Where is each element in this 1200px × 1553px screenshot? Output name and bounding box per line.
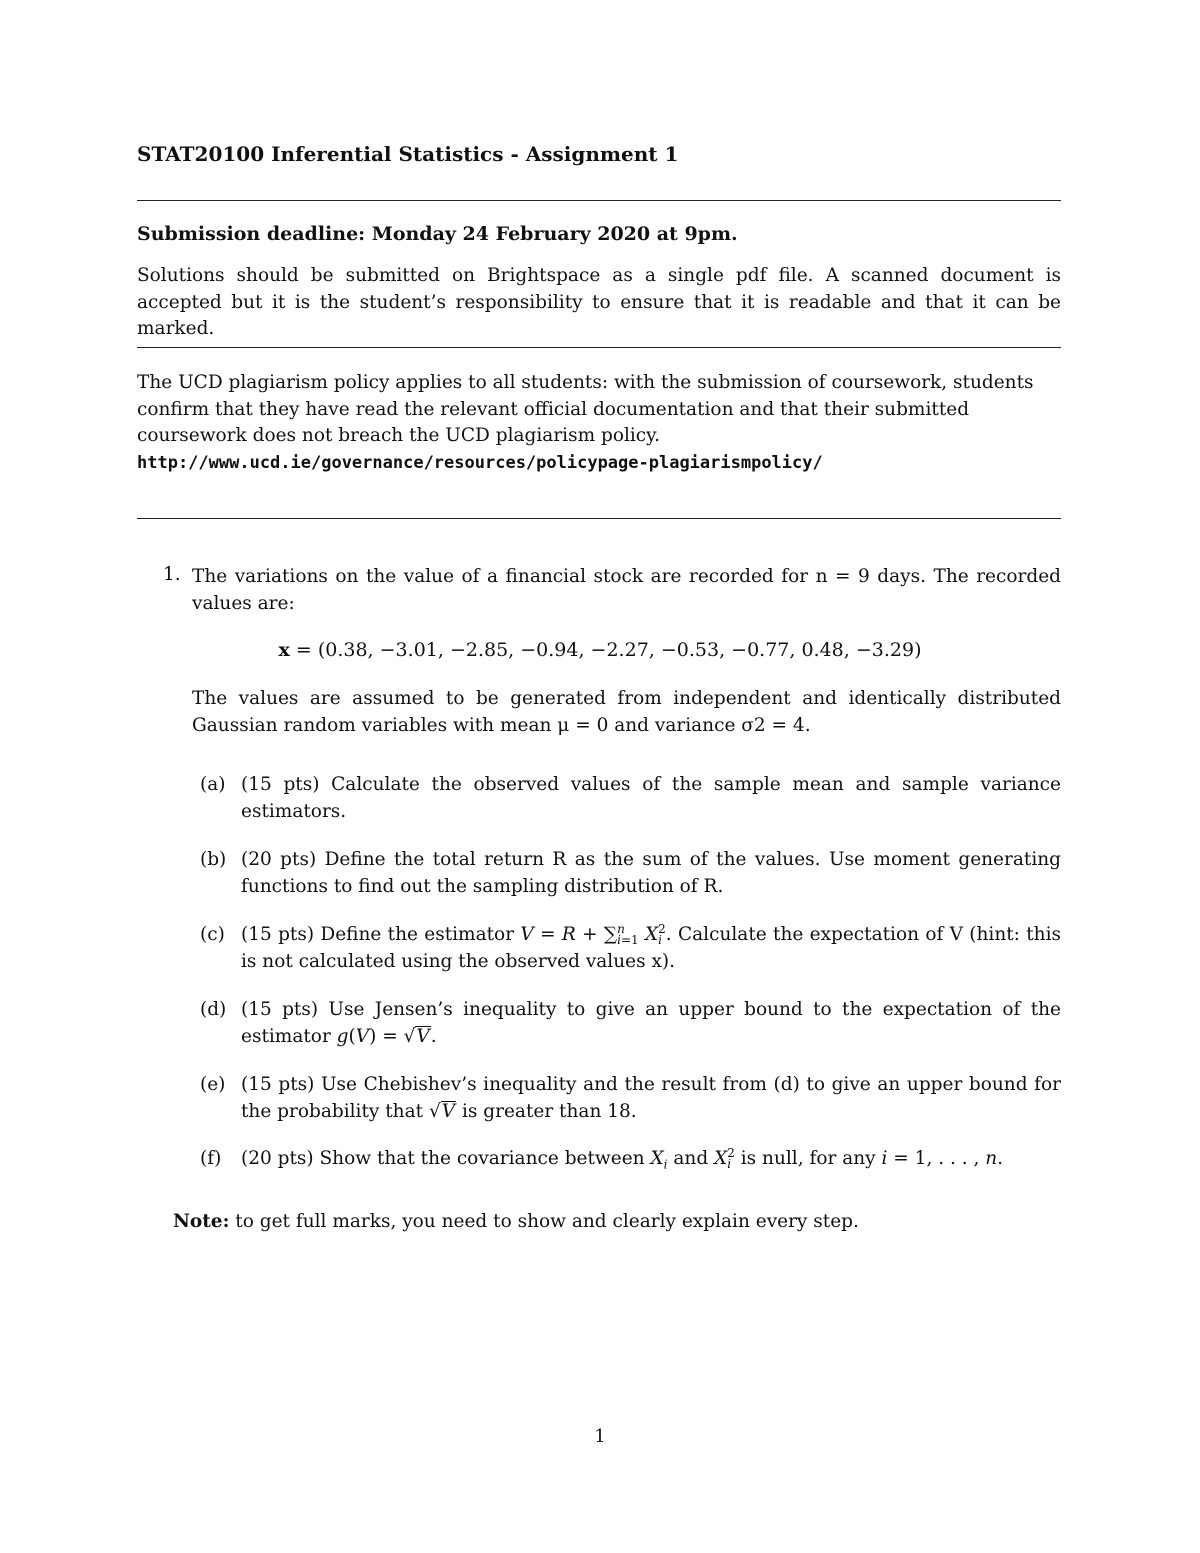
distribution-assumption: The values are assumed to be generated from independent and identically distributed Gaussian random variables with mean μ = 0 and variance σ2 = 4.: [192, 688, 1061, 736]
part-label: (a): [200, 774, 226, 795]
index-range: i = 1, . . . , n.: [881, 1148, 1004, 1169]
equals-sign: =: [295, 639, 318, 661]
part-label: (c): [200, 924, 225, 945]
part-text: (20 pts) Define the total return R as the sum of the values. Use moment generating functions to find out the sampling distribution of R.: [241, 849, 1061, 897]
part-text-before: (15 pts) Use Chebishev’s inequality and the result from (d) to give an upper bound for the probability that: [241, 1074, 1061, 1122]
sqrt-formula: g(V) = √V.: [336, 1025, 437, 1047]
variable-xi-squared: X2 i: [714, 1146, 735, 1171]
submission-instructions: Solutions should be submitted on Brightspace as a single pdf file. A scanned document is accepted but it is the student’s responsibility to ensure that it is readable and that it can be marked.: [137, 265, 1061, 339]
vector-values: (0.38, −3.01, −2.85, −0.94, −2.27, −0.53, −0.77, 0.48, −3.29): [317, 639, 922, 661]
part-text-before: (15 pts) Define the estimator: [241, 924, 515, 945]
question-part-e: [200, 1072, 1061, 1125]
part-text: [241, 997, 1061, 1050]
variable-xi: $X_i$: [650, 1148, 668, 1172]
note: [173, 1209, 859, 1236]
note-text: to get full marks, you need to show and clearly explain every step.: [235, 1211, 859, 1232]
part-text: (15 pts) Calculate the observed values of the sample mean and sample variance estimators.: [241, 774, 1061, 822]
question-number: 1.: [163, 564, 181, 585]
part-label: (e): [200, 1074, 226, 1095]
part-label: (f): [200, 1148, 222, 1169]
data-vector: [0, 639, 1200, 661]
part-text-after: Calculate the expectation of V (hint: this is not calculated using the observed values x).: [241, 924, 1061, 972]
part-text: [241, 1072, 1061, 1125]
part-text: [241, 922, 1061, 975]
part-label: (b): [200, 849, 227, 870]
question-part-b: [200, 847, 1061, 900]
question-part-f: [200, 1146, 1061, 1178]
policy-link[interactable]: http://www.ucd.ie/governance/resources/policypage-plagiarismpolicy/: [137, 452, 823, 473]
divider: [137, 200, 1061, 201]
question-part-d: [200, 997, 1061, 1050]
estimator-formula: V = R + ∑n i=1 X2 i .: [520, 922, 672, 947]
part-text: [241, 1146, 1061, 1178]
page-title: STAT20100 Inferential Statistics - Assignment 1: [137, 142, 679, 166]
part-text-before: (20 pts) Show that the covariance between: [241, 1148, 645, 1169]
submission-deadline: Submission deadline: Monday 24 February 2020 at 9pm.: [137, 223, 738, 245]
question-intro: The variations on the value of a financial stock are recorded for n = 9 days. The recorded values are:: [192, 566, 1061, 614]
sqrt-v: √V: [428, 1100, 456, 1122]
question-part-c: [200, 922, 1061, 975]
vector-label: x: [278, 639, 290, 661]
divider: [137, 518, 1061, 519]
part-text-after: is greater than 18.: [462, 1100, 637, 1122]
part-text-mid: and: [673, 1148, 709, 1169]
note-label: Note:: [173, 1211, 230, 1232]
question-part-a: [200, 772, 1061, 825]
page-number: 1: [594, 1426, 606, 1447]
divider: [137, 347, 1061, 348]
part-text-before: (15 pts) Use Jensen’s inequality to give an upper bound to the expectation of the estimator: [241, 999, 1061, 1047]
part-text-after: is null, for any: [740, 1148, 876, 1169]
policy-text: The UCD plagiarism policy applies to all students: with the submission of coursework, students confirm that they have read the relevant official documentation and that their submitted coursework does not breach the UCD plagiarism policy.: [137, 372, 1034, 446]
plagiarism-policy: [137, 370, 1061, 476]
part-label: (d): [200, 999, 227, 1020]
